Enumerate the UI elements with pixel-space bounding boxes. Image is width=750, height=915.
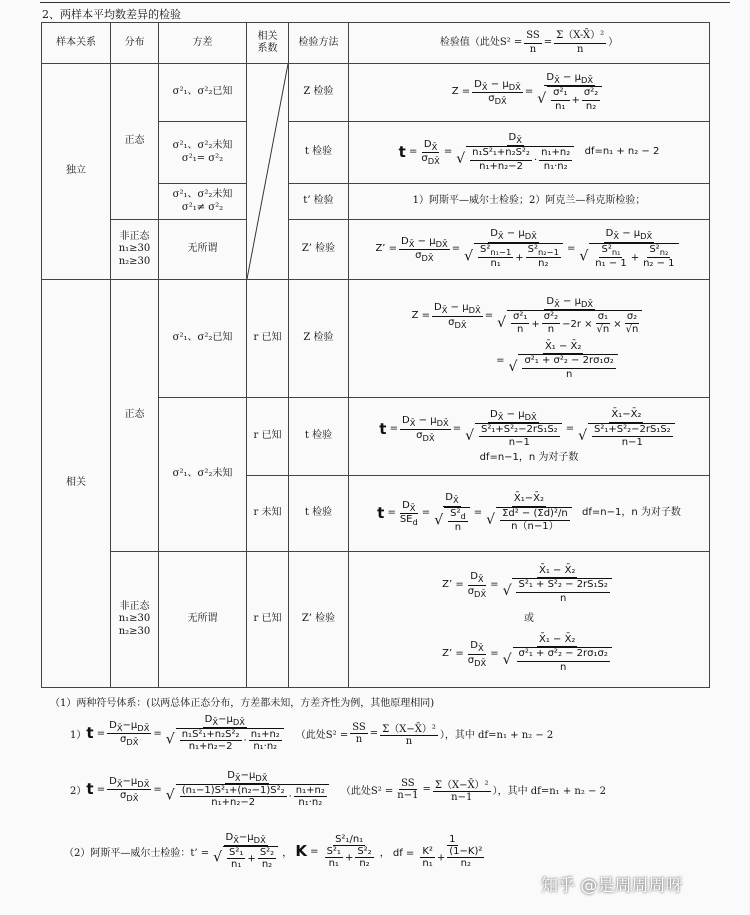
- cell-indep-var-unknown-ne: σ²₁、σ²₂未知 σ²₁≠ σ²₂: [159, 184, 247, 220]
- note-1a: 1） t = $\frac{D_{X̄}-\mu_{DX̄}}{\sigma_{DX̄}}$ = $D_{X̄}-\mu_{DX̄}$ √ $\frac{\text{n₁S²₁+n₂S²₂}}{\text{n₁+n₂−2}}$ · $\frac{\text{n₁+n₂}}{\text{n₁·n₂}}$ （此处S² = $\frac{SS}{n}$ = $\frac{\text{Σ（X−X̄）²}}{n}$ ），其中 df=n₁ + n₂ − 2: [70, 714, 554, 752]
- cell-related: 相关: [42, 280, 111, 688]
- cell-rel-normal: 正态: [111, 280, 159, 552]
- formula-rel-z: Z = $\frac{D_{X̄} - \mu_{DX̄}}{\sigma_{DX̄}}$ = $D_{X̄} - \mu_{DX̄}$ √ $\frac{\text{σ²₁}}{n}$ + $\frac{\text{σ²₂}}{n}$ −2r × $\frac{\text{σ₁}}{√n}$ × $\frac{\text{σ₂}}{√n}$ = X̄₁ − X̄₂ √ $\frac{\text{σ²₁ + σ²₂ − 2rσ₁σ₂}}{n}$: [349, 280, 710, 398]
- cell-indep-tprime-text: 1）阿斯平—威尔士检验；2）阿克兰—科克斯检验；: [349, 184, 710, 220]
- cell-corr-slash: [247, 64, 289, 280]
- header-test-value: 检验值（此处S² = $\frac{SS}{n}$ = $\frac{\text{Σ（X-X̄）²}}{n}$ ）: [349, 23, 710, 64]
- top-rule: [40, 2, 730, 3]
- formula-rel-t: t = $\frac{D_{X̄} - \mu_{DX̄}}{\sigma_{DX̄}}$ = $D_{X̄} - \mu_{DX̄}$ √ $\frac{\text{S²₁+S²₂−2rS₁S₂}}{n-1}$ = X̄₁−X̄₂ √ $\frac{\text{S²₁+S²₂−2rS₁S₂}}{n-1}$ df=n−1，n 为对子数: [349, 398, 710, 476]
- formula-indep-t: t = $\frac{D_{X̄}}{\sigma_{DX̄}}$ = $D_{X̄}$ √ $\frac{\text{n₁S²₁+n₂S²₂}}{\text{n₁+n₂−2}}$ · $\frac{\text{n₁+n₂}}{\text{n₁·n₂}}$ df=n₁ + n₂ − 2: [349, 122, 710, 184]
- formula-rel-t-diff: t = $\frac{D_{X̄}}{SE_d}$ = $D_{X̄}$ √ $\frac{S^2_d}{n}$ = X̄₁−X̄₂ √ $\frac{\text{Σd² − (Σd)²/n}}{n(n-1)}$ df=n−1，n 为对子数: [349, 476, 710, 552]
- cell-indep-any-variance: 无所谓: [159, 220, 247, 280]
- cell-rel-method-t-1: t 检验: [289, 398, 349, 476]
- header-corr: 相关 系数: [247, 23, 289, 64]
- cell-rel-r-unknown: r 未知: [247, 476, 289, 552]
- formula-rel-zprime: Z’ = $\frac{D_{X̄}}{\sigma_{DX̄}}$ = X̄₁ − X̄₂ √ $\frac{\text{S²₁ + S²₂ − 2rS₁S₂}}{n}$ 或 Z’ = $\frac{D_{X̄}}{\sigma_{DX̄}}$ = X̄₁ − X̄₂ √ $\frac{\text{σ²₁ + σ²₂ − 2rσ₁σ₂}}{n}$: [349, 552, 710, 688]
- row-indep-nonnormal: [42, 220, 710, 280]
- cell-independent: 独立: [42, 64, 111, 280]
- header-method: 检验方法: [289, 23, 349, 64]
- cell-indep-nonnormal: 非正态 n₁≥30 n₂≥30: [111, 220, 159, 280]
- cell-rel-method-z: Z 检验: [289, 280, 349, 398]
- cell-rel-r-known-3: r 已知: [247, 552, 289, 688]
- cell-indep-method-zprime: Z’ 检验: [289, 220, 349, 280]
- note-1-title: （1）两种符号体系：(以两总体正态分布，方差都未知，方差齐性为例，其他原理相同): [50, 698, 435, 709]
- test-table: [41, 22, 710, 688]
- section-heading: 2、两样本平均数差异的检验: [42, 8, 181, 21]
- row-rel-nonnormal: [42, 552, 710, 688]
- cell-rel-nonnormal: 非正态 n₁≥30 n₂≥30: [111, 552, 159, 688]
- cell-rel-var-unknown: σ²₁、σ²₂未知: [159, 398, 247, 552]
- note-1b: 2） t = $\frac{D_{X̄}-\mu_{DX̄}}{\sigma_{DX̄}}$ = $D_{X̄}-\mu_{DX̄}$ √ $\frac{\text{(n₁−1)S²₁+(n₂−1)S²₂}}{\text{n₁+n₂−2}}$ · $\frac{\text{n₁+n₂}}{\text{n₁·n₂}}$ （此处S² = $\frac{SS}{n-1}$ = $\frac{\text{Σ（X−X̄）²}}{n-1}$ ），其中 df=n₁ + n₂ − 2: [70, 770, 606, 808]
- note-2: （2）阿斯平—威尔士检验：t’ = $D_{X̄}-\mu_{DX̄}$ √ $\frac{\text{S²₁}}{\text{n₁}}$ + $\frac{\text{S²₂}}{\text{n₂}}$ ， K = S²₁/n₁ $\frac{\text{S²₁}}{\text{n₁}}$ + $\frac{\text{S²₂}}{\text{n₂}}$ ， df = 1 $\frac{\text{K²}}{\text{n₁}}$ + $\frac{\text{(1−K)²}}{\text{n₂}}$: [64, 832, 483, 870]
- cell-indep-normal: 正态: [111, 64, 159, 220]
- watermark: 知乎 @是周周周呀: [541, 876, 683, 896]
- cell-indep-var-unknown-eq: σ²₁、σ²₂未知 σ²₁= σ²₂: [159, 122, 247, 184]
- cell-rel-any-variance: 无所谓: [159, 552, 247, 688]
- cell-indep-var-known: σ²₁、σ²₂已知: [159, 64, 247, 122]
- header-relation: 样本关系: [42, 23, 111, 64]
- header-variance: 方差: [159, 23, 247, 64]
- cell-indep-method-t: t 检验: [289, 122, 349, 184]
- cell-rel-method-zprime: Z’ 检验: [289, 552, 349, 688]
- header-row: [42, 23, 710, 64]
- header-distribution: 分布: [111, 23, 159, 64]
- cell-rel-r-known-2: r 已知: [247, 398, 289, 476]
- diagonal-slash: [247, 64, 288, 279]
- cell-indep-method-tprime: t’ 检验: [289, 184, 349, 220]
- cell-rel-r-known-1: r 已知: [247, 280, 289, 398]
- cell-indep-method-z: Z 检验: [289, 64, 349, 122]
- cell-rel-method-t-2: t 检验: [289, 476, 349, 552]
- formula-indep-z: Z = $\frac{D_{X̄} - \mu_{DX̄}}{\sigma_{DX̄}}$ = $D_{X̄} - \mu_{DX̄}$ √ $\frac{\text{σ²₁}}{\text{n₁}}$ + $\frac{\text{σ²₂}}{\text{n₂}}$: [349, 64, 710, 122]
- formula-indep-zprime: Z’ = $\frac{D_{X̄} - \mu_{DX̄}}{\sigma_{DX̄}}$ = $D_{X̄} - \mu_{DX̄}$ √ $\frac{S^2_{n_1-1}}{\text{n₁}}$ + $\frac{S^2_{n_2-1}}{\text{n₂}}$ = $D_{X̄} - \mu_{DX̄}$ √ $\frac{S^2_{n_1}}{\text{n₁ − 1}}$ + $\frac{S^2_{n_2}}{\text{n₂ − 1}}$: [349, 220, 710, 280]
- row-rel-known: [42, 280, 710, 398]
- row-indep-known: [42, 64, 710, 122]
- cell-rel-var-known: σ²₁、σ²₂已知: [159, 280, 247, 398]
